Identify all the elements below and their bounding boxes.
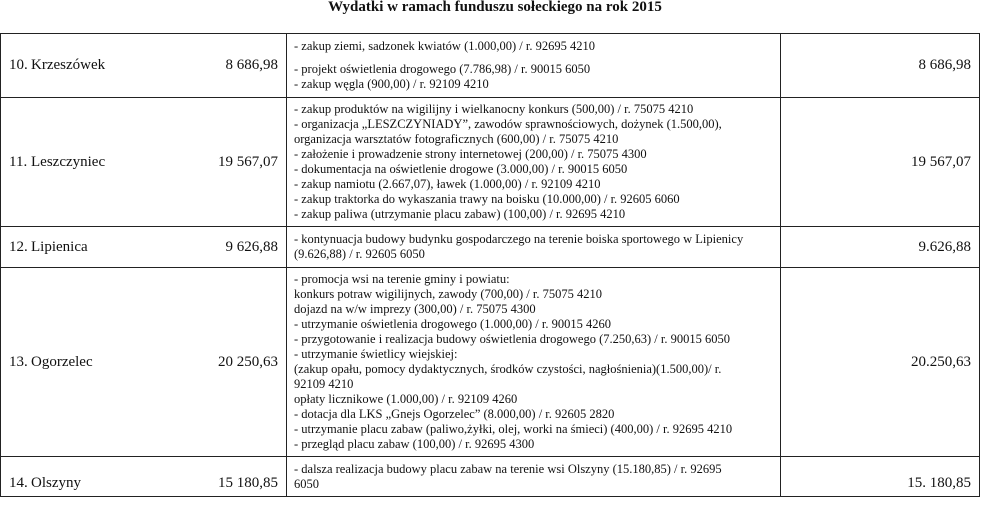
village-name: Lipienica — [31, 238, 88, 255]
village-name: Ogorzelec — [31, 353, 93, 370]
expense-line: (zakup opału, pomocy dydaktycznych, środków czystości, nagłośnienia)(1.500,00)/ r. — [294, 362, 722, 376]
village-name: Leszczyniec — [31, 153, 106, 170]
row-number: 14. — [9, 475, 28, 491]
expense-line: opłaty licznikowe (1.000,00) / r. 92109 4260 — [294, 392, 518, 406]
expense-line: - utrzymanie oświetlenia drogowego (1.000,00) / r. 90015 4260 — [294, 317, 611, 331]
expense-description — [287, 268, 781, 457]
expense-line: (9.626,88) / r. 92605 6050 — [294, 247, 425, 261]
village-amount: 9 626,88 — [225, 238, 278, 255]
village-amount: 19 567,07 — [218, 153, 278, 170]
expense-line: - zakup produktów na wigilijny i wielkanocny konkurs (500,00) / r. 75075 4210 — [294, 102, 694, 116]
expense-line: organizacja warsztatów fotograficznych (600,00) / r. 75075 4210 — [294, 132, 619, 146]
expense-description — [287, 457, 781, 497]
village-amount: 15 180,85 — [218, 475, 278, 491]
expense-line: - zakup traktorka do wykaszania trawy na boisku (10.000,00) / r. 92605 6060 — [294, 192, 680, 206]
table-row — [1, 268, 980, 457]
expense-line: - promocja wsi na terenie gminy i powiatu: — [294, 272, 510, 286]
table-row — [1, 227, 980, 268]
table-row — [1, 457, 980, 497]
expense-line: - przygotowanie i realizacja budowy oświetlenia drogowego (7.250,63) / r. 90015 6050 — [294, 332, 730, 346]
expense-line: - kontynuacja budowy budynku gospodarczego na terenie boiska sportowego w Lipienicy — [294, 232, 744, 246]
expense-line: - dokumentacja na oświetlenie drogowe (3.000,00) / r. 90015 6050 — [294, 162, 628, 176]
expense-line: 92109 4210 — [294, 377, 354, 391]
village-amount: 20 250,63 — [218, 353, 278, 370]
total-amount: 15. 180,85 — [781, 457, 980, 497]
expense-line: - zakup namiotu (2.667,07), ławek (1.000,00) / r. 92109 4210 — [294, 177, 601, 191]
expense-line: - dalsza realizacja budowy placu zabaw na terenie wsi Olszyny (15.180,85) / r. 92695 — [294, 461, 722, 476]
expense-line: - zakup paliwa (utrzymanie placu zabaw) (100,00) / r. 92695 4210 — [294, 207, 626, 221]
total-amount: 8 686,98 — [781, 34, 980, 98]
total-amount: 19 567,07 — [781, 98, 980, 227]
expense-line: - organizacja „LESZCZYNIADY”, zawodów sprawnościowych, dożynek (1.500,00), — [294, 117, 722, 131]
total-amount: 20.250,63 — [781, 268, 980, 457]
village-cell — [1, 457, 287, 497]
expense-line: 6050 — [294, 476, 319, 491]
row-number: 10. — [9, 57, 28, 73]
village-name: Olszyny — [31, 475, 81, 491]
document-title: Wydatki w ramach funduszu sołeckiego na rok 2015 — [328, 0, 662, 15]
expense-description — [287, 34, 781, 98]
table-row — [1, 34, 980, 98]
row-number: 13. — [9, 353, 28, 370]
table-row — [1, 98, 980, 227]
total-amount: 9.626,88 — [781, 227, 980, 268]
expense-line: - przegląd placu zabaw (100,00) / r. 92695 4300 — [294, 437, 535, 451]
expense-description — [287, 227, 781, 268]
village-cell — [1, 98, 287, 227]
expense-description — [287, 98, 781, 227]
expense-line: - projekt oświetlenia drogowego (7.786,98) / r. 90015 6050 — [294, 62, 591, 76]
expense-line: - dotacja dla LKS „Gnejs Ogorzelec” (8.000,00) / r. 92605 2820 — [294, 407, 615, 421]
village-amount: 8 686,98 — [225, 57, 278, 73]
row-number: 12. — [9, 238, 28, 255]
expense-line: - założenie i prowadzenie strony internetowej (200,00) / r. 75075 4300 — [294, 147, 647, 161]
expense-line: - zakup ziemi, sadzonek kwiatów (1.000,00) / r. 92695 4210 — [294, 39, 595, 53]
village-name: Krzeszówek — [31, 57, 106, 73]
village-cell — [1, 268, 287, 457]
expense-line: - utrzymanie placu zabaw (paliwo,żyłki, olej, worki na śmieci) (400,00) / r. 92695 4210 — [294, 422, 733, 436]
expense-line: - zakup węgla (900,00) / r. 92109 4210 — [294, 77, 489, 91]
row-number: 11. — [9, 153, 28, 170]
expense-line: konkurs potraw wigilijnych, zawody (700,00) / r. 75075 4210 — [294, 287, 602, 301]
expense-line: - utrzymanie świetlicy wiejskiej: — [294, 347, 458, 361]
village-cell — [1, 227, 287, 268]
village-cell — [1, 34, 287, 98]
budget-table — [0, 33, 980, 497]
expense-line: dojazd na w/w imprezy (300,00) / r. 75075 4300 — [294, 302, 536, 316]
